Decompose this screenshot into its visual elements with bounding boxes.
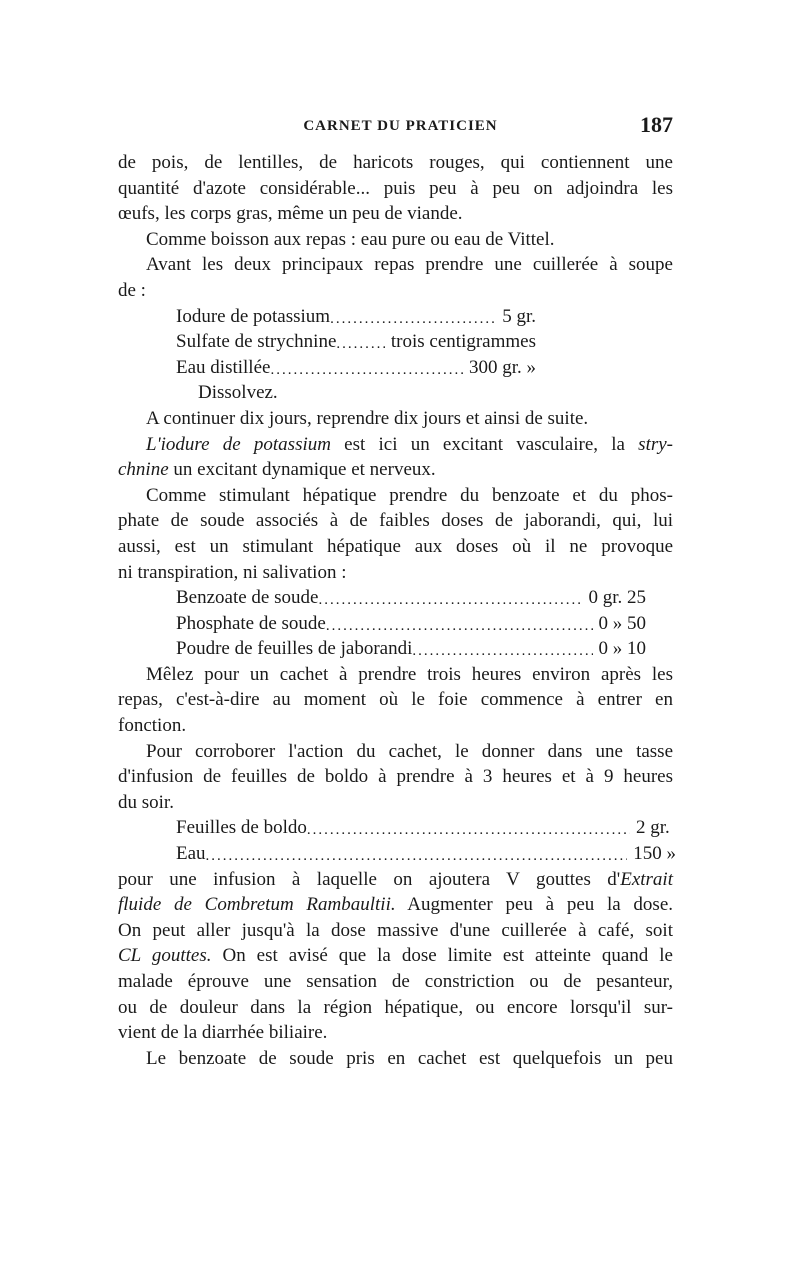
text-line [118,867,673,893]
leader-dots [336,329,384,355]
leader-dots [330,304,496,330]
prescription-row [176,611,646,637]
leader-dots [307,815,630,841]
ingredient-name: Feuilles de boldo [176,817,307,839]
text-line: Pour corroborer l'action du cachet, le donner dans une tasse [146,740,673,762]
ingredient-quantity: 150 » [633,843,676,865]
prescription-row [176,815,676,841]
text-line: repas, c'est-à-dire au moment où le foie commence à entrer en [118,689,673,711]
text-line: du soir. [118,791,174,813]
text-line: Dissolvez. [198,382,278,404]
leader-dots [318,585,582,611]
text-line [118,432,673,458]
ingredient-quantity: trois centigrammes [390,331,536,353]
leader-dots [206,841,628,867]
prescription-cachet [118,585,673,662]
text-line: On peut aller jusqu'à la dose massive d'une cuillerée à café, soit [118,919,673,941]
prescription-row [176,355,536,381]
ingredient-quantity: 0 » 10 [598,638,646,660]
text-line: ni transpiration, ni salivation : [118,561,347,583]
italic-term: stry- [638,433,673,455]
ingredient-name: Iodure de potassium [176,305,331,327]
ingredient-name: Poudre de feuilles de jaborandi [176,638,413,660]
page-body [118,150,676,1071]
text-run: est ici un excitant vasculaire, la [330,433,639,455]
text-line: phate de soude associés à de faibles doses de jaborandi, qui, lui [118,510,673,532]
ingredient-quantity: 300 gr. » [468,356,536,378]
leader-dots [326,611,593,637]
text-line: œufs, les corps gras, même un peu de viande. [118,203,463,225]
prescription-row [176,585,646,611]
ingredient-quantity: 2 gr. [636,817,670,839]
text-line [118,943,673,969]
text-line: Comme stimulant hépatique prendre du benzoate et du phos- [146,484,673,506]
prescription-row [176,636,646,662]
prescription-boldo [118,815,676,866]
ingredient-name: Phosphate de soude [176,612,326,634]
italic-term: CL gouttes. [118,945,212,967]
text-line: vient de la diarrhée biliaire. [118,1022,328,1044]
prescription-row [176,329,536,355]
ingredient-name: Eau [176,843,206,865]
text-line: de : [118,279,146,301]
italic-term: fluide de Combretum Rambaultii. [118,894,396,916]
text-line: de pois, de lentilles, de haricots rouges, qui contiennent une [118,152,673,173]
page-number: 187 [640,112,673,137]
text-line: fonction. [118,715,187,737]
leader-dots [412,636,592,662]
ingredient-name: Eau distillée [176,356,271,378]
text-line: quantité d'azote considérable... puis peu à peu on adjoindra les [118,177,673,199]
text-line: malade éprouve une sensation de constriction ou de pesanteur, [118,971,673,992]
ingredient-name: Benzoate de soude [176,587,319,609]
ingredient-name: Sulfate de strychnine [176,331,337,353]
text-line: ou de douleur dans la région hépatique, ou encore lorsqu'il sur- [118,996,673,1018]
page-header [128,112,673,138]
prescription-row [176,304,536,330]
text-line: aussi, est un stimulant hépatique aux doses où il ne provoque [118,535,673,557]
prescription-row [176,841,676,867]
prescription-potassium [118,304,673,381]
ingredient-quantity: 5 gr. [502,305,536,327]
ingredient-quantity: 0 » 50 [598,612,646,634]
italic-term: chnine [118,459,169,481]
running-title: CARNET DU PRATICIEN [303,118,498,134]
text-run: On est avisé que la dose limite est atteinte quand le [211,945,673,967]
text-run: Augmenter peu à peu la dose. [395,894,673,916]
text-line [118,892,673,918]
ingredient-quantity: 0 gr. 25 [588,587,646,609]
leader-dots [270,355,463,381]
text-line: Avant les deux principaux repas prendre une cuillerée à soupe [146,254,673,276]
italic-term: L'iodure de potassium [146,433,331,455]
text-line: Le benzoate de soude pris en cachet est quelquefois un peu [146,1047,673,1069]
text-line [118,457,673,483]
italic-term: Extrait [620,868,673,890]
text-run: pour une infusion à laquelle on ajoutera V gouttes d' [118,868,621,890]
text-line: Comme boisson aux repas : eau pure ou eau de Vittel. [146,228,555,250]
text-line: d'infusion de feuilles de boldo à prendre à 3 heures et à 9 heures [118,766,673,788]
text-line: A continuer dix jours, reprendre dix jours et ainsi de suite. [146,407,589,429]
text-line: Mêlez pour un cachet à prendre trois heures environ après les [146,663,673,685]
text-run: un excitant dynamique et nerveux. [168,459,436,481]
